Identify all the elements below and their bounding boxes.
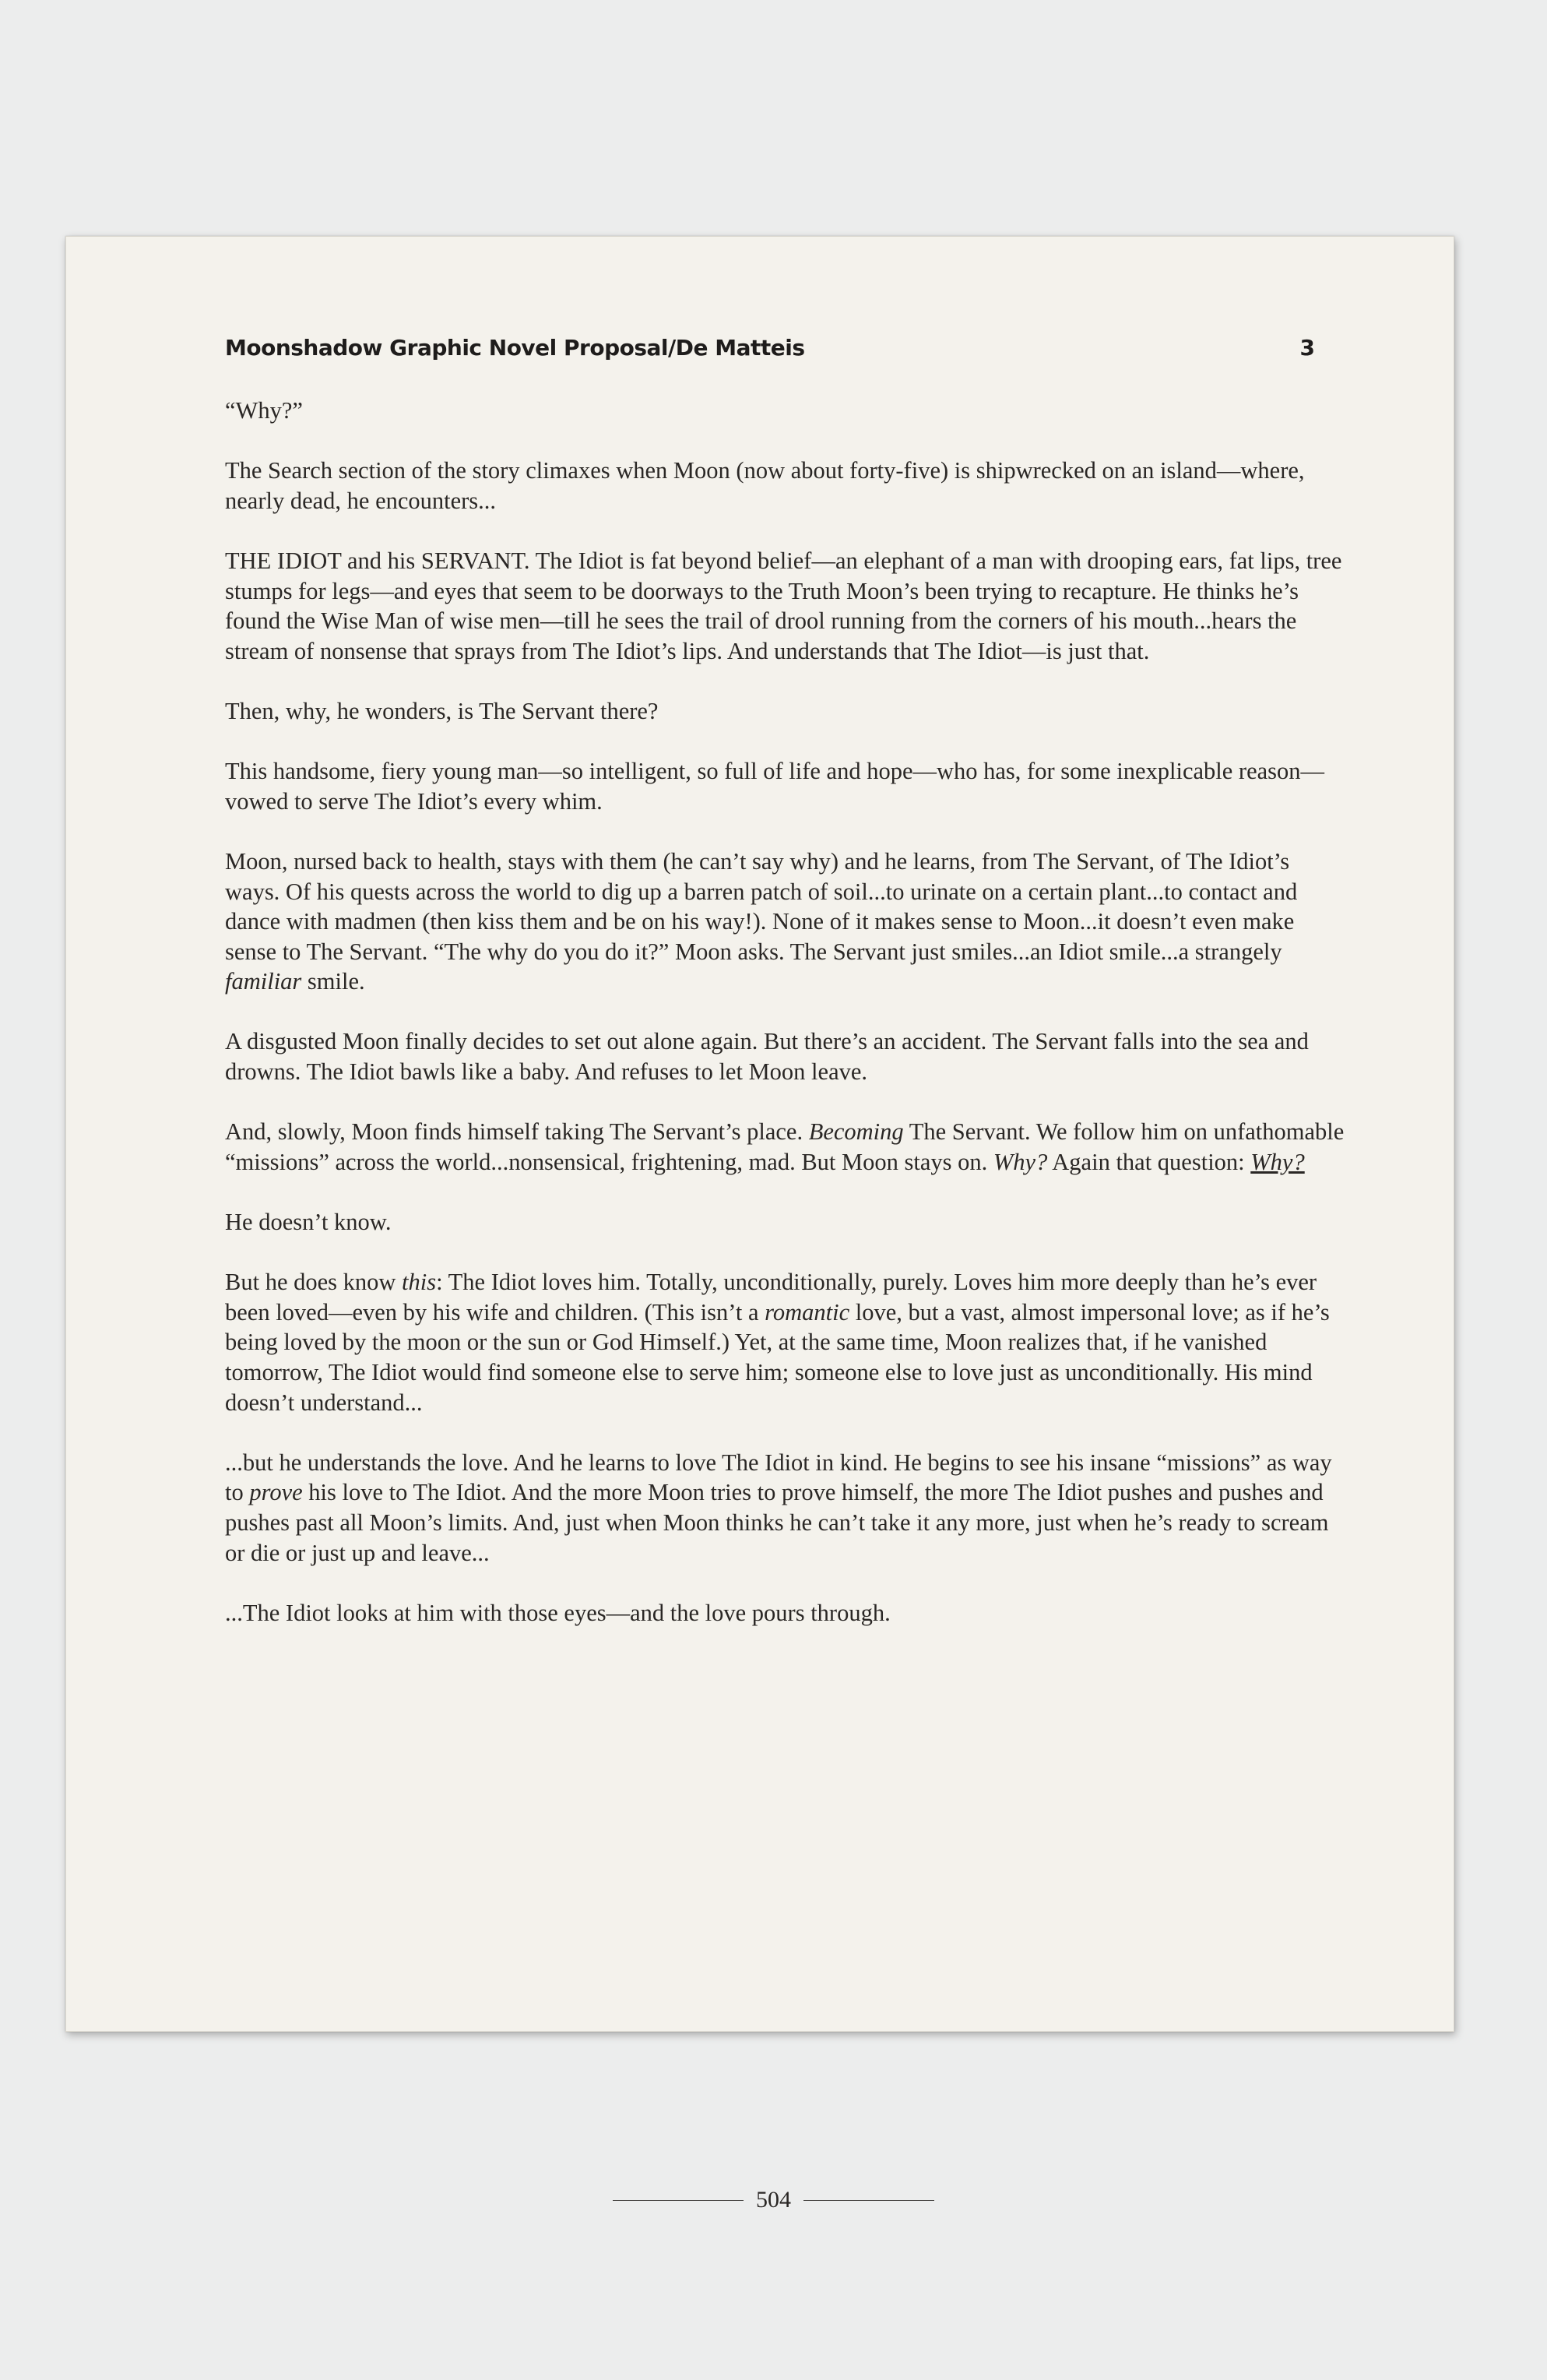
paragraph [225,1267,1346,1417]
paragraph-text: This handsome, fiery young man—so intelligent, so full of life and hope—who has, for some inexplicable reason—vowed to serve The Idiot’s every whim. [225,758,1325,815]
paragraph [225,546,1346,666]
document-title: Moonshadow Graphic Novel Proposal/De Matteis [225,335,805,361]
paragraph [225,696,1346,727]
paragraph [225,396,1346,426]
paragraph [225,756,1346,816]
paragraph-text: But he does know [225,1269,403,1296]
paragraph [225,1448,1346,1568]
paragraph-text: The Search section of the story climaxes when Moon (now about forty-five) is shipwrecked on an island—where, nearly dead, he encounters... [225,457,1305,514]
emphasis-underlined-text: Why? [1250,1148,1305,1175]
paragraph [225,1207,1346,1238]
proposal-page [65,236,1454,2032]
paragraph-text: Moon, nursed back to health, stays with them (he can’t say why) and he learns, from The Servant, of The Idiot’s ways. Of his quests across the world to dig up a barren patch of soil...to urinate on a certain plant...to contact and dance with madmen (then kiss them and be on his way!). None of it makes sense to Moon...it doesn’t even make sense to The Servant. “The why do you do it?” Moon asks. The Servant just smiles...an Idiot smile...a strangely [225,847,1298,965]
paragraph [225,1026,1346,1086]
paragraph-text: : The Idiot loves him. Totally, unconditionally, purely. Loves him more deeply than he’s ever been loved—even by his wife and children. (This isn’t a [225,1269,1317,1326]
folio-rule-left [613,2200,744,2201]
paragraph [225,1598,1346,1628]
emphasis-text: Why? [993,1148,1048,1175]
paragraph-text: his love to The Idiot. And the more Moon tries to prove himself, the more The Idiot pushes and pushes and pushes past all Moon’s limits. And, just when Moon thinks he can’t take it any more, just when he’s ready to scream or die or just up and leave... [225,1479,1329,1566]
paragraph-text: smile. [301,968,365,995]
paragraph [225,456,1346,516]
page-header [225,335,1315,374]
folio-number: 504 [756,2187,791,2213]
paragraph-text: ...but he understands the love. And he learns to love The Idiot in kind. He begins to see his insane “missions” as way to [225,1449,1332,1506]
emphasis-text: familiar [225,968,302,995]
paragraph-text: And, slowly, Moon finds himself taking The Servant’s place. [225,1118,809,1146]
emphasis-text: romantic [765,1298,850,1326]
folio-rule-right [803,2200,934,2201]
emphasis-text: this [402,1269,437,1296]
paragraph-text: Again that question: [1047,1148,1251,1175]
emphasis-text: Becoming [808,1118,904,1146]
paragraph-text: THE IDIOT and his SERVANT. The Idiot is fat beyond belief—an elephant of a man with drooping ears, fat lips, tree stumps for legs—and eyes that seem to be doorways to the Truth Moon’s been trying to recapture. He thinks he’s found the Wise Man of wise men—till he sees the trail of drool running from the corners of his mouth...hears the stream of nonsense that sprays from The Idiot’s lips. And understands that The Idiot—is just that. [225,547,1342,664]
paragraph-text: The Servant. We follow him on unfathomable “missions” across the world...nonsensical, frightening, mad. But Moon stays on. [225,1118,1345,1175]
paragraph-text: Then, why, he wonders, is The Servant there? [225,697,659,724]
proposal-page-number: 3 [1299,335,1315,361]
paragraph-text: love, but a vast, almost impersonal love; as if he’s being loved by the moon or the sun or God Himself.) Yet, at the same time, Moon realizes that, if he vanished tomorrow, The Idiot would find someone else to serve him; someone else to love just as unconditionally. His mind doesn’t understand... [225,1298,1330,1416]
paragraph-text: ...The Idiot looks at him with those eyes—and the love pours through. [225,1599,891,1626]
emphasis-text: prove [249,1479,303,1506]
paragraph [225,1117,1346,1177]
paragraph-text: A disgusted Moon finally decides to set out alone again. But there’s an accident. The Servant falls into the sea and drowns. The Idiot bawls like a baby. And refuses to let Moon leave. [225,1028,1309,1086]
paragraph [225,847,1346,997]
paragraph-text: “Why?” [225,397,303,424]
paragraph-text: He doesn’t know. [225,1209,392,1236]
page-folio [0,2187,1547,2218]
body-text [225,396,1346,1628]
